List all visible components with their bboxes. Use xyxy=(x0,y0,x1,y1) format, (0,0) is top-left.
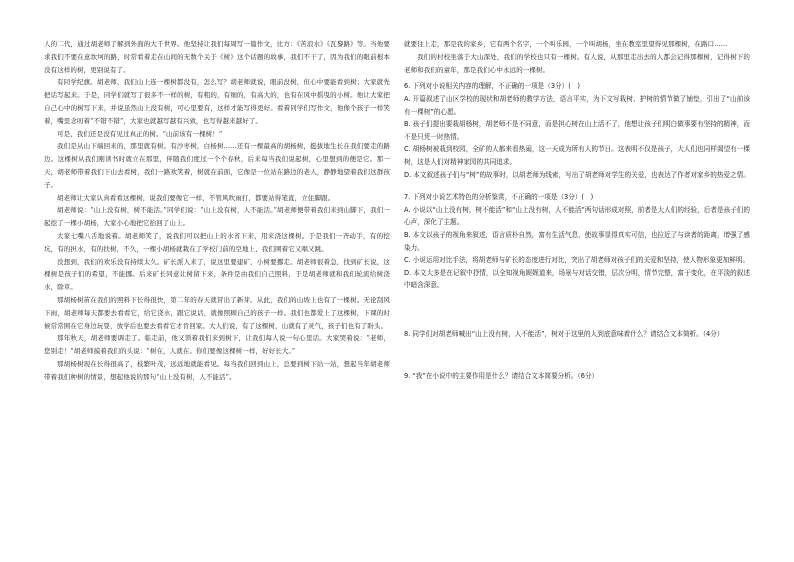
question-item: C. 小说运用对比手法，将胡老师与矿长的态度进行对比，突出了胡老师对孩子们的关爱和坚持，使人物形象更加鲜明。 xyxy=(404,256,750,265)
story-paragraph: 可是，我们还是没有见过真正的树。“山前该有一棵树！” xyxy=(57,129,223,138)
question-item: D. 本文叙述孩子们与“树”的故事时，以胡老师为线索，写出了胡老师对学生的关爱，也表达了作者对家乡的热爱之情。 xyxy=(404,170,750,179)
story-paragraph: 胡老师让大家认真看看这棵树，说我们要像它一样，不管风吹雨打，都要站得笔直，立住脚跟。 xyxy=(57,193,335,202)
story-paragraph: 没想到，我们的欢乐没有持续太久。矿长派人来了，说这里要建矿，小树要挪走。胡老师很着急，找到矿长说，这棵树是孩子们的希望，不能挪。后来矿长同意让树留下来，条件是由我们自己照料，于是胡老师就和我们轮流给树浇水，除草。 xyxy=(44,257,390,292)
story-paragraph: 那胡杨树现在长得很高了，枝繁叶茂，远远地就能看见。每当我们回到山上，总要到树下站一站，想起当年胡老师带着我们种树的情景，想起他说的那句“山上没有树，人不能活”。 xyxy=(44,359,390,381)
story-paragraph: 那胡杨树苗在我们的照料下长得很快，第二年的春天就冒出了新芽。从此，我们的山坡上也有了一棵树。无论刮风下雨，胡老师每天都要去看看它，给它浇水，跟它说话，就像照顾自己的孩子一样。我们也都爱上了这棵树，下课的时候常常围在它身边玩耍，放学后也要去看看它才肯回家。大人们说，有了这棵树，山就有了灵气，孩子们也有了盼头。 xyxy=(44,295,390,330)
story-paragraph: 胡老师说：“山上没有树，树不能活。”同学们说：“山上没有树，人不能活。”胡老师便带着我们来到山脚下，我们一起挖了一棵小胡杨，大家小心地把它抬回了山上。 xyxy=(44,206,390,228)
right-column xyxy=(404,38,750,383)
question-item: 8. 同学们对胡老师喊出“山上没有树，人不能活”，树对于这里的人到底意味着什么？请结合文本简析。（4分） xyxy=(404,329,724,338)
story-paragraph: 那年秋天，胡老师要调走了。临走前，他又领着我们来到树下，让我们每人说一句心里话。大家哭着说：“老师，您别走！”胡老师摸着我们的头说：“树在，人就在。你们要像这棵树一样，好好长大。” xyxy=(44,334,390,356)
question-item: D. 本文大多是在记叙中抒情，以全知视角娓娓道来，场景与对话交错，层次分明，情节完整，富于变化，在平淡的叙述中暗含深意。 xyxy=(404,268,750,290)
question-item: B. 孩子们提出要栽胡杨树，胡老师不是不同意，而是担心树在山上活不了，他想让孩子们明白做事要有坚持的精神，而不是只凭一时热情。 xyxy=(404,120,750,141)
question-item: 6. 下列对小说相关内容的理解，不正确的一项是（3分）( ) xyxy=(404,82,580,91)
answer-space xyxy=(404,292,750,328)
left-column xyxy=(44,38,390,384)
story-paragraph: 就要往上走，那是我的家乡，它有两个名字，一个叫乐园，一个叫胡杨，坐在教室里望得见那棵树，在路口…… xyxy=(404,40,728,48)
story-paragraph: 有同学纪旗。胡老师，我们山上连一棵树都没有，怎么写？胡老师就说，眼前没树，但心中要能看到树；大家就先把话写起来。于是，同学们就写了很多不一样的树，有粗的，有细的，有高大的，也有在风中摇曳的小树。他让大家把自己心中的树写下来，并说虽然山上没有树，可心里要有，这样才能写得更好。看着同学们写作文，他像个孩子一样笑着，嘴里念叨着“不错不错”，大家也就越写越有兴致，也写得越来越好了。 xyxy=(44,78,390,125)
question-item: 7. 下列对小说艺术特色的分析鉴赏，不正确的一项是（3分）( ) xyxy=(404,193,594,202)
answer-space xyxy=(404,181,750,191)
story-paragraph: 我们的村校坐落于大山深处，我们的学校也只有一棵树。有人说，从那里走出去的人都会记得那棵树，记得树下的老师和我们的童年，那是我们心中永远的一棵树。 xyxy=(404,52,750,74)
question-item: A. 开篇叙述了山区学校的现状和胡老师的教学方法，语言平实，为下文写栽树、护树的情节做了铺垫，引出了“山前该有一棵树”的心愿。 xyxy=(404,94,750,116)
question-item: B. 本文以孩子的视角来叙述，语言质朴自然，富有生活气息，使故事显得真实可信，也拉近了与读者的距离，增强了感染力。 xyxy=(404,230,750,252)
question-item: 9. “我”在小说中的主要作用是什么？请结合文本简要分析。（6分） xyxy=(404,372,599,381)
question-item: A. 小说以“山上没有树，树不能活”和“山上没有树，人不能活”两句话形成对照，前者是大人们的经验，后者是孩子们的心声，深化了主题。 xyxy=(404,205,750,227)
answer-space xyxy=(404,340,750,370)
question-item: C. 胡杨树被栽到校园，全矿的人都来看热闹，这一天成为所有人的节日。这表明不仅是孩子，大人们也同样渴望有一棵树，这是人们对精神家园的共同追求。 xyxy=(404,145,750,166)
story-paragraph: 人的二代，通过胡老师了解到外面的大千世界。他坚持让我们每周写一篇作文，比方：《苦浪水》《瓦黎路》等。当他要求我们不要在意坎坷的路，时常看着走在山间的无数个关于《树》这个话题的故事，我们不干了，因为我们的眼前根本没有这样的树，更别说有了。 xyxy=(44,40,390,74)
story-paragraph: 我们是从山下端回来的，那里就有树。有沙枣树，白杨树……还有一棵最高的胡杨树，挺拔地生长在我们要走的路边。这棵树从我们刚读书时就立在那里，伴随我们度过一个个春秋，后来每当我们说起树，心里想到的便是它。那一天，胡老师带着我们下山去看树，我们一路欢笑着，树就在前面，它像是一位站在路边的老人，静静地望着我们这群孩子。 xyxy=(44,142,390,189)
story-paragraph: 大家七嘴八舌地说着。胡老师笑了，说我们可以把山上的水省下来，用来浇这棵树。于是我们一齐动手，有的挖坑，有的担水，有的扶树，不久，一棵小胡杨就栽在了学校门前的空地上，我们围着它又唱又跳。 xyxy=(44,231,390,253)
